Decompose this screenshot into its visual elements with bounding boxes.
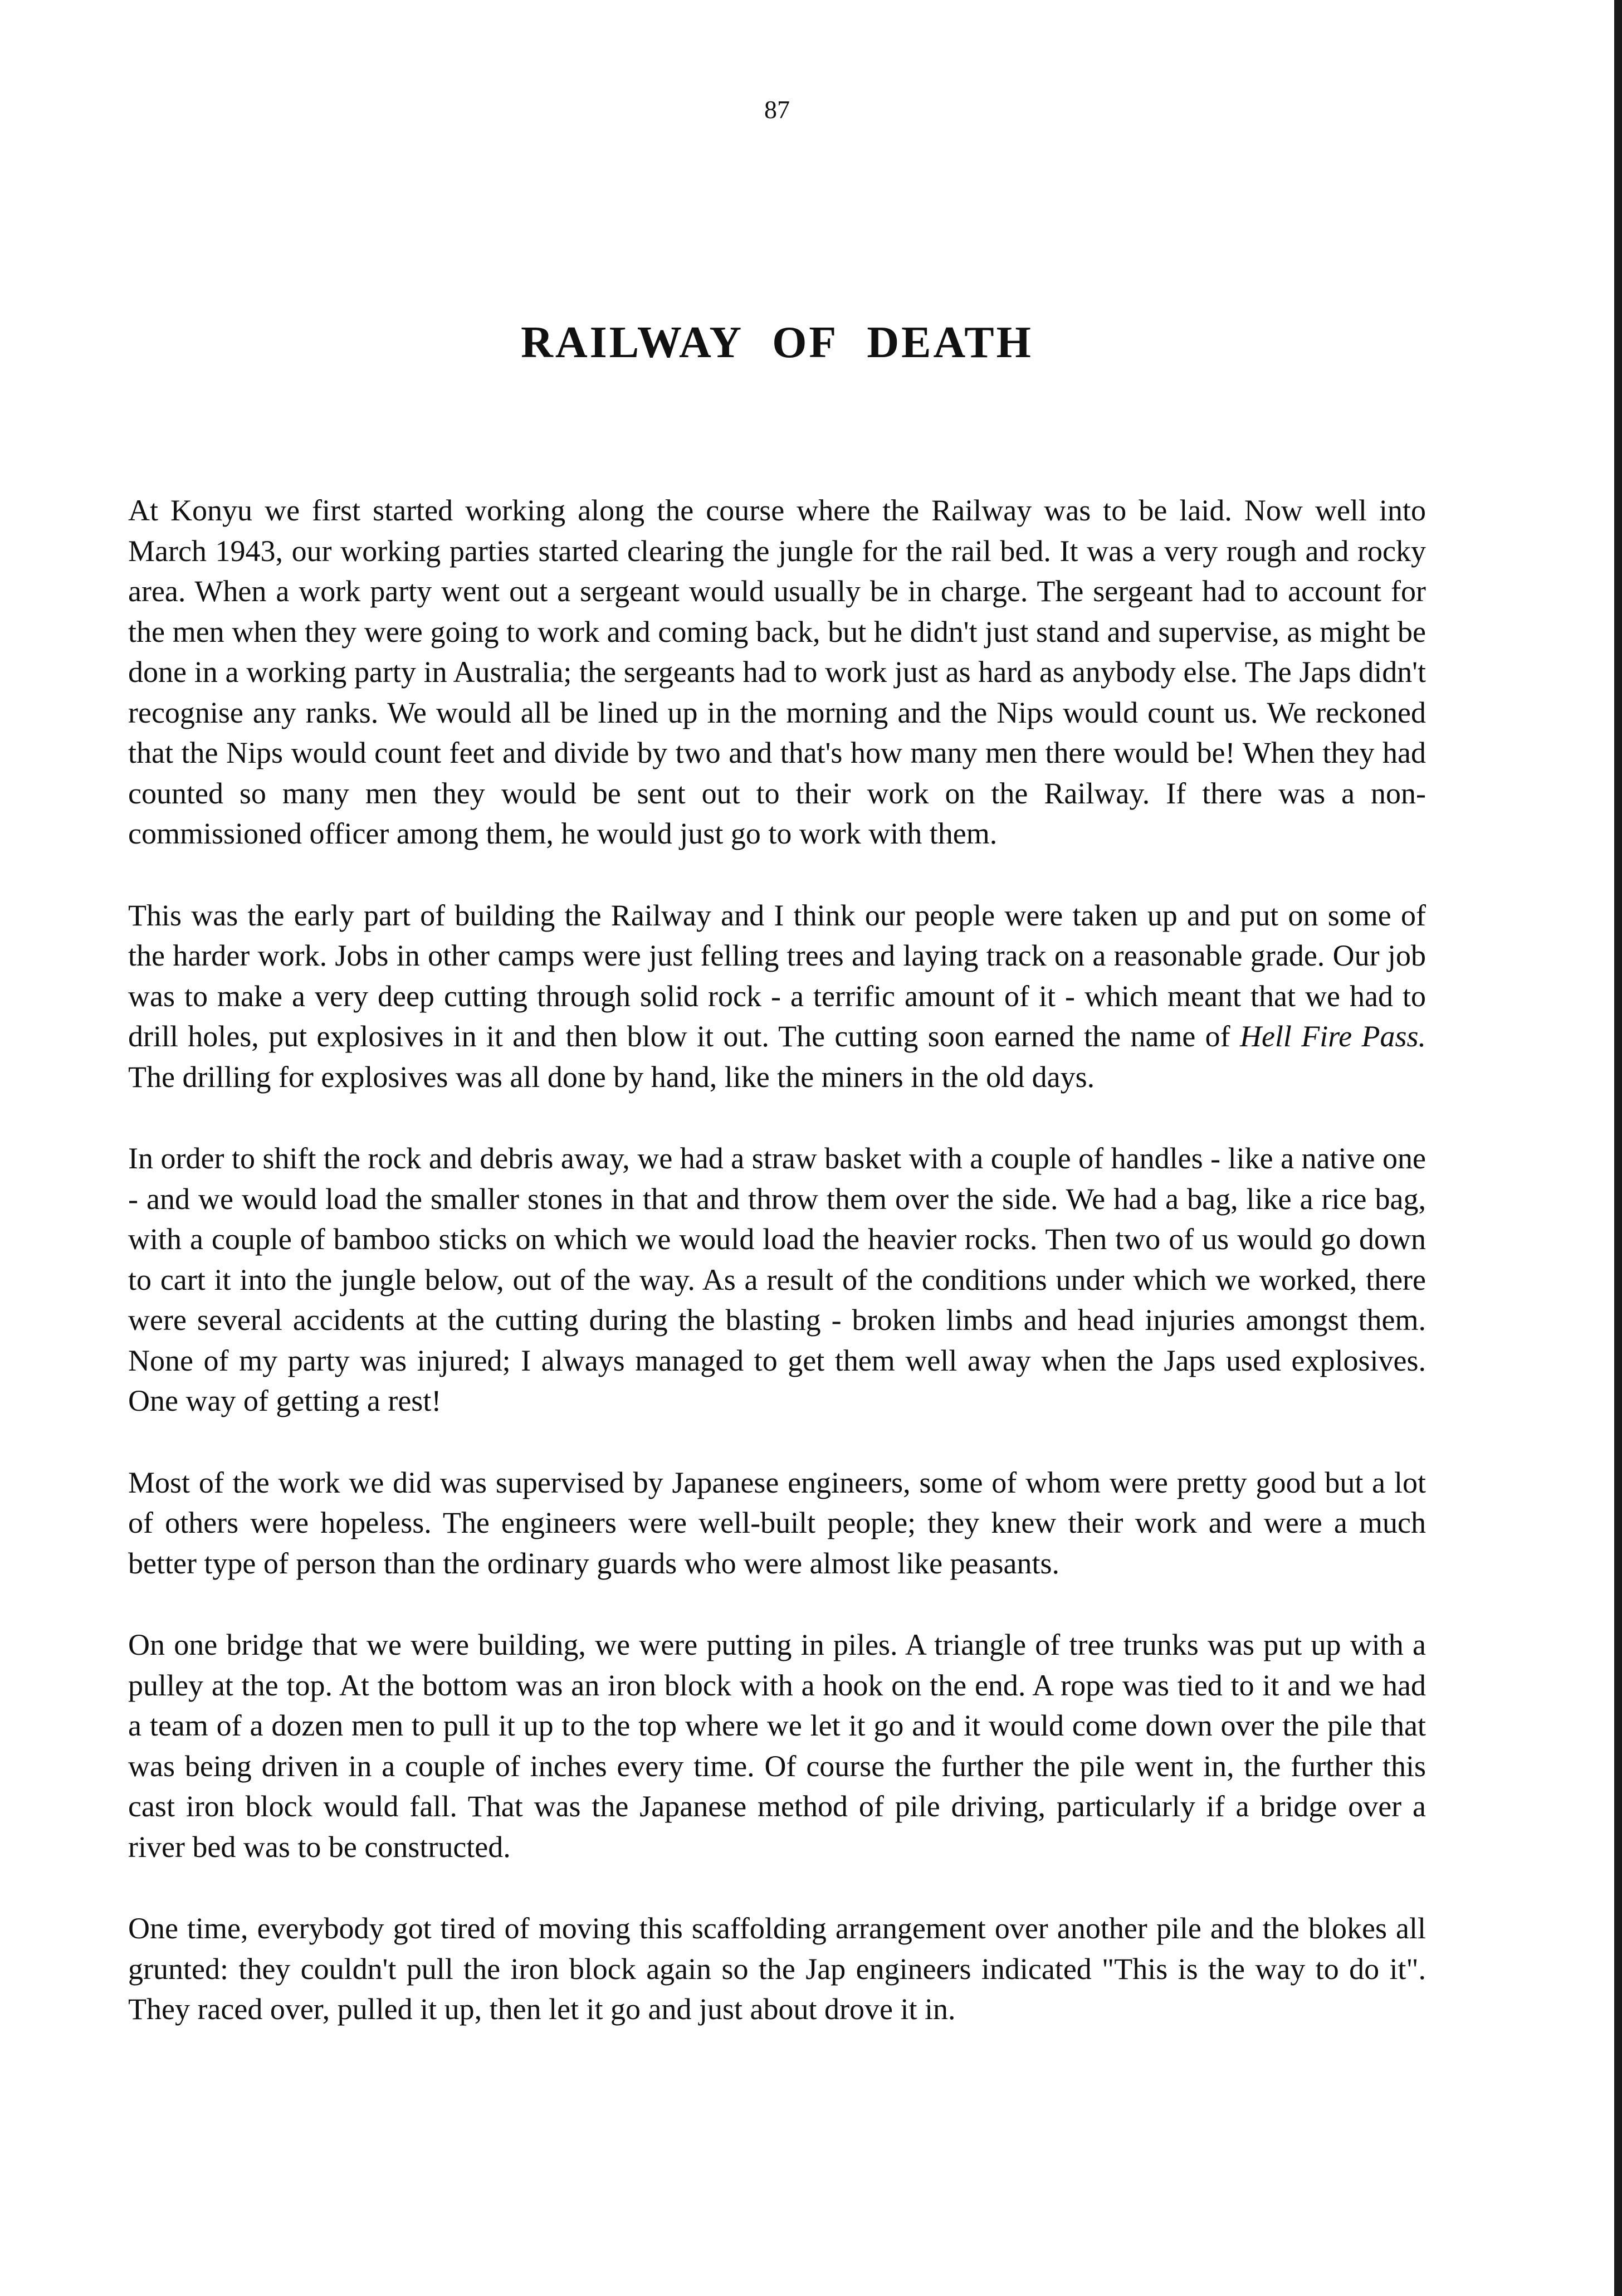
page-edge-shadow: [1614, 0, 1622, 2296]
paragraph-scaffolding: One time, everybody got tired of moving this scaffolding arrangement over another pile and the blokes all grunted: they couldn't pull the iron block again so the Jap engineers indicated "This is the way to do it". They raced over, pulled it up, then let it go and just about drove it in.: [128, 1912, 1426, 2026]
paragraph-engineers: Most of the work we did was supervised by Japanese engineers, some of whom were pretty good but a lot of others were hopeless. The engineers were well-built people; they knew their work and were a much better type of person than the ordinary guards who were almost like peasants.: [128, 1465, 1426, 1580]
hell-fire-pass-italic: Hell Fire Pass.: [1239, 1020, 1426, 1053]
body-text: [128, 490, 1426, 2071]
paragraph-pile-driving: On one bridge that we were building, we were putting in piles. A triangle of tree trunks was put up with a pulley at the top. At the bottom was an iron block with a hook on the end. A rope was tied to it and we had a team of a dozen men to pull it up to the top where we let it go and it would come down over the pile that was being driven in a couple of inches every time. Of course the further the pile went in, the further this cast iron block would fall. That was the Japanese method of pile driving, particularly if a bridge over a river bed was to be constructed.: [128, 1628, 1426, 1864]
chapter-title: RAILWAY OF DEATH: [521, 318, 1033, 367]
paragraph-rock-removal: In order to shift the rock and debris away, we had a straw basket with a couple of handles - like a native one - and we would load the smaller stones in that and throw them over the side. We had a bag, like a rice bag, with a couple of bamboo sticks on which we would load the heavier rocks. Then two of us would go down to cart it into the jungle below, out of the way. As a result of the conditions under which we worked, there were several accidents at the cutting during the blasting - broken limbs and head injuries amongst them. None of my party was injured; I always managed to get them well away when the Japs used explosives. One way of getting a rest!: [128, 1142, 1426, 1417]
paragraph-konyu: At Konyu we first started working along the course where the Railway was to be laid. Now well into March 1943, our working parties started clearing the jungle for the rail bed. It was a very rough and rocky area. When a work party went out a sergeant would usually be in charge. The sergeant had to account for the men when they were going to work and coming back, but he didn't just stand and supervise, as might be done in a working party in Australia; the sergeants had to work just as hard as anybody else. The Japs didn't recognise any ranks. We would all be lined up in the morning and the Nips would count us. We reckoned that the Nips would count feet and divide by two and that's how many men there would be! When they had counted so many men they would be sent out to their work on the Railway. If there was a non-commissioned officer among them, he would just go to work with them.: [128, 494, 1426, 850]
paragraph-text-before: This was the early part of building the Railway and I think our people were taken up and put on some of the harder work. Jobs in other camps were just felling trees and laying track on a reasonable grade. Our job was to make a very deep cutting through solid rock - a terrific amount of it - which meant that we had to drill holes, put explosives in it and then blow it out. The cutting soon earned the name of: [128, 898, 1426, 1053]
page-number: 87: [764, 95, 790, 124]
paragraph-hell-fire-pass: [128, 895, 1426, 1098]
paragraph-text-after: The drilling for explosives was all done by hand, like the miners in the old days.: [128, 1060, 1095, 1094]
